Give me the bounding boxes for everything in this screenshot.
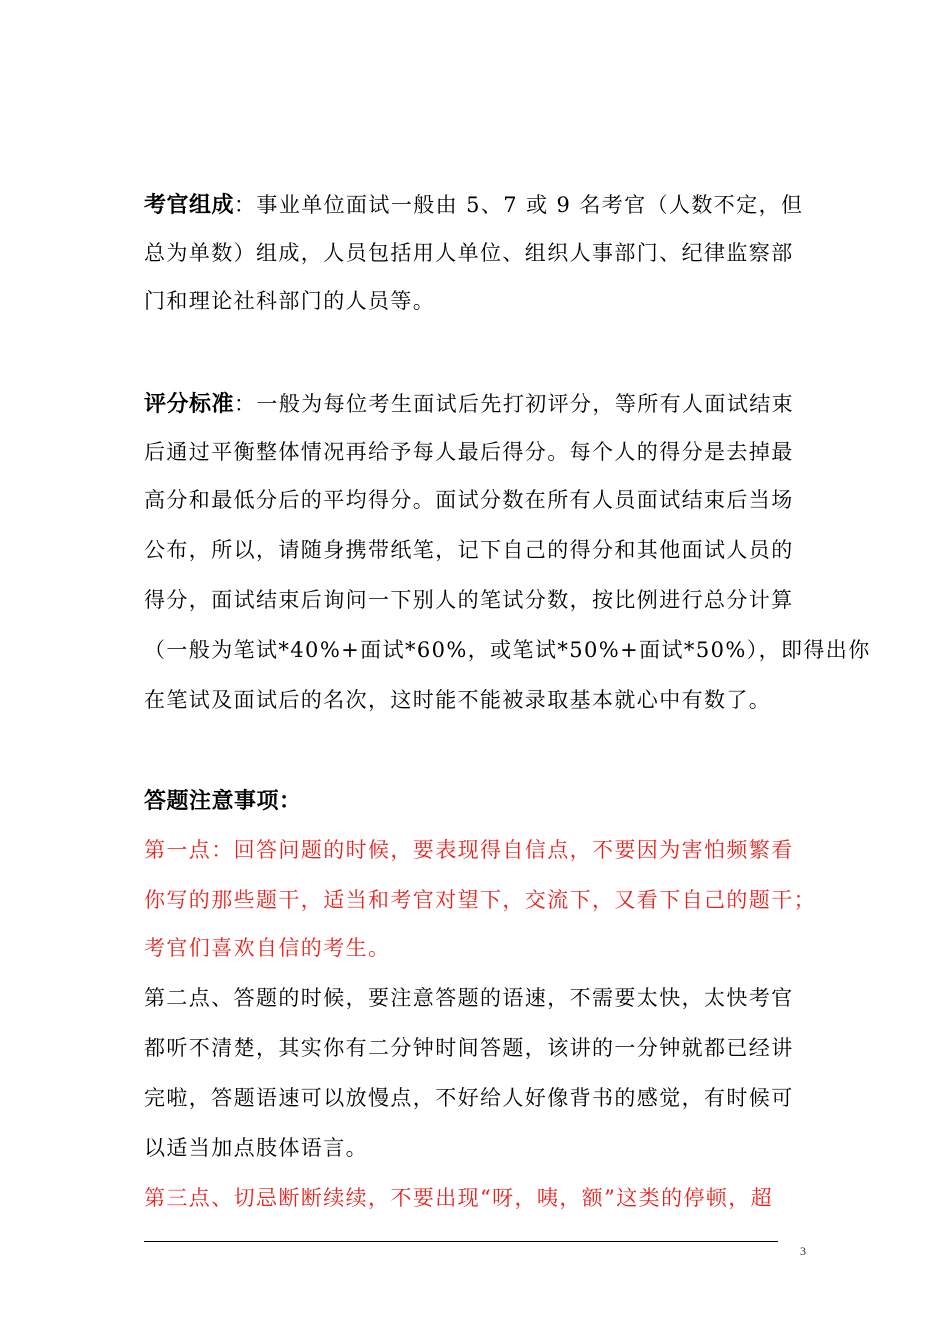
point-three-line: 第三点、切忌断断续续，不要出现“呀，咦，额”这类的停顿，超 [144,1186,774,1210]
scoring-standard-heading: 评分标准 [144,392,235,417]
examiner-composition-line-1 [144,190,803,220]
paragraph-line: 高分和最低分后的平均得分。面试分数在所有人员面试结束后当场 [144,488,794,512]
point-one-line: 你写的那些题干，适当和考官对望下，交流下，又看下自己的题干； [144,888,816,912]
paragraph-text: ：事业单位面试一般由 5、7 或 9 名考官（人数不定，但 [234,193,804,217]
point-two-line: 第二点、答题的时候，要注意答题的语速，不需要太快，太快考官 [144,986,794,1010]
point-two-line: 都听不清楚，其实你有二分钟时间答题，该讲的一分钟就都已经讲 [144,1036,794,1060]
point-two-line: 以适当加点肢体语言。 [144,1136,368,1160]
page-number: 3 [800,1244,806,1258]
footer-divider [144,1241,778,1242]
point-one-line: 考官们喜欢自信的考生。 [144,936,391,960]
scoring-standard-line-1 [144,389,794,419]
paragraph-line: 在笔试及面试后的名次，这时能不能被录取基本就心中有数了。 [144,688,772,712]
paragraph-line: 总为单数）组成，人员包括用人单位、组织人事部门、纪律监察部 [144,241,794,265]
point-one-line: 第一点：回答问题的时候，要表现得自信点，不要因为害怕频繁看 [144,838,794,862]
point-two-line: 完啦，答题语速可以放慢点，不好给人好像背书的感觉，有时候可 [144,1086,794,1110]
paragraph-line: 门和理论社科部门的人员等。 [144,289,436,313]
paragraph-line: 后通过平衡整体情况再给予每人最后得分。每个人的得分是去掉最 [144,440,794,464]
paragraph-line: 得分，面试结束后询问一下别人的笔试分数，按比例进行总分计算 [144,588,794,612]
examiner-composition-heading: 考官组成 [144,193,235,218]
paragraph-line: （一般为笔试*40%+面试*60%，或笔试*50%+面试*50%），即得出你 [144,638,871,662]
paragraph-line: 公布，所以，请随身携带纸笔，记下自己的得分和其他面试人员的 [144,538,794,562]
paragraph-text: ：一般为每位考生面试后先打初评分，等所有人面试结束 [234,392,795,416]
answer-notes-heading: 答题注意事项： [144,789,302,814]
